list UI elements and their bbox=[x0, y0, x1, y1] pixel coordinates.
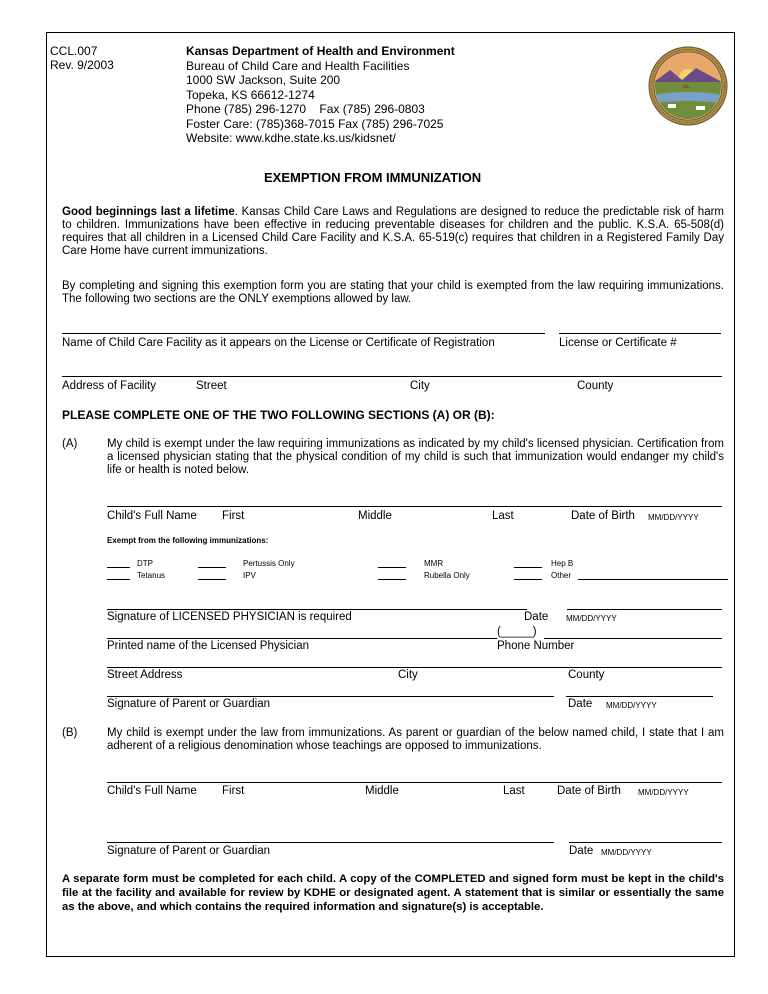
phone-fax: Phone (785) 296-1270 Fax (785) 296-0803 bbox=[186, 102, 425, 116]
license-number-line[interactable] bbox=[559, 333, 721, 334]
a-last-label: Last bbox=[492, 510, 514, 522]
a-child-name-label: Child's Full Name bbox=[107, 510, 197, 522]
b-child-name-label: Child's Full Name bbox=[107, 785, 197, 797]
pertussis-check[interactable] bbox=[198, 567, 226, 568]
other-label: Other bbox=[551, 571, 572, 580]
a-parent-date-label: Date bbox=[568, 698, 593, 710]
ipv-check[interactable] bbox=[198, 579, 226, 580]
a-middle-label: Middle bbox=[358, 510, 392, 522]
dtp-check[interactable] bbox=[107, 567, 130, 568]
form-code: CCL.007 bbox=[50, 44, 98, 58]
a-first-label: First bbox=[222, 510, 245, 522]
address-of-facility-label: Address of Facility bbox=[62, 380, 156, 392]
b-middle-label: Middle bbox=[365, 785, 399, 797]
facility-name-label: Name of Child Care Facility as it appears on the License or Certificate of Registration bbox=[62, 337, 495, 349]
footer-note: A separate form must be completed for each child. A copy of the COMPLETED and signed form must be kept in the child's file at the facility and available for review by KDHE or designated agent. A statement that is similar or essentially the same as the above, and which contains the required information and signature(s) is acceptable. bbox=[62, 873, 724, 913]
address-line-1: 1000 SW Jackson, Suite 200 bbox=[186, 73, 341, 87]
a-city-label: City bbox=[398, 669, 418, 681]
dtp-label: DTP bbox=[137, 559, 153, 568]
printed-name-label: Printed name of the Licensed Physician bbox=[107, 640, 310, 652]
address-line-2: Topeka, KS 66612-1274 bbox=[186, 88, 315, 102]
a-county-label: County bbox=[568, 669, 605, 681]
agency-name: Kansas Department of Health and Environment bbox=[186, 44, 455, 58]
phone-number-line[interactable] bbox=[544, 638, 722, 639]
exempt-heading: Exempt from the following immunizations: bbox=[107, 536, 269, 545]
section-instruction: PLEASE COMPLETE ONE OF THE TWO FOLLOWING SECTIONS (A) OR (B): bbox=[62, 408, 495, 422]
street-label: Street bbox=[196, 380, 227, 392]
physician-address-line[interactable] bbox=[107, 667, 722, 668]
section-b-marker: (B) bbox=[62, 727, 78, 739]
section-a-text: My child is exempt under the law requiring immunizations as indicated by my child's licensed physician. Certification from a licensed physician stating that the physical condition of my child is such that immunization would endanger my child's life or health is noted below. bbox=[107, 438, 724, 476]
facility-name-line[interactable] bbox=[62, 333, 545, 334]
physician-date-line[interactable] bbox=[567, 609, 722, 610]
page-title: EXEMPTION FROM IMMUNIZATION bbox=[264, 170, 482, 185]
county-label: County bbox=[577, 380, 614, 392]
physician-date-label: Date bbox=[524, 611, 549, 623]
intro-body: . Kansas Child Care Laws and Regulations are designed to reduce the predictable risk of harm to children. Immunizations have been effective in reducing preventable diseases for children and the public. K.S.A. 65-508(d) requires that all children in a Licensed Child Care Facility and K.S.A. 65-519(c) requires that children in a Registered Family Day Care Home have current immunizations. bbox=[62, 206, 724, 257]
rubella-check[interactable] bbox=[378, 579, 406, 580]
intro-paragraph bbox=[62, 206, 724, 258]
b-parent-date-line[interactable] bbox=[569, 842, 722, 843]
intro-lead: Good beginnings last a lifetime bbox=[62, 206, 235, 218]
hepb-check[interactable] bbox=[514, 567, 542, 568]
rubella-label: Rubella Only bbox=[424, 571, 470, 580]
a-parent-signature-line[interactable] bbox=[107, 696, 554, 697]
ipv-label: IPV bbox=[243, 571, 256, 580]
a-dob-label: Date of Birth bbox=[571, 510, 635, 522]
street-address-label: Street Address bbox=[107, 669, 183, 681]
physician-printed-name-line[interactable] bbox=[107, 638, 497, 639]
tetanus-label: Tetanus bbox=[137, 571, 166, 580]
physician-signature-line[interactable] bbox=[107, 609, 527, 610]
bureau: Bureau of Child Care and Health Facilities bbox=[186, 59, 410, 73]
section-a-marker: (A) bbox=[62, 438, 78, 450]
intro-paragraph-2: By completing and signing this exemption form you are stating that your child is exempted from the law requiring immunizations. The following two sections are the ONLY exemptions allowed by law. bbox=[62, 280, 724, 305]
facility-address-line[interactable] bbox=[62, 376, 722, 377]
section-b-text: My child is exempt under the law from immunizations. As parent or guardian of the below named child, I state that I am adherent of a religious denomination whose teachings are opposed to immunizations. bbox=[107, 727, 724, 752]
phone-number-label: Phone Number bbox=[497, 640, 575, 652]
other-specify-line[interactable] bbox=[578, 579, 728, 580]
b-dob-label: Date of Birth bbox=[557, 785, 621, 797]
b-dob-format: MM/DD/YYYY bbox=[638, 788, 689, 797]
b-parent-signature-label: Signature of Parent or Guardian bbox=[107, 845, 271, 857]
b-parent-date-label: Date bbox=[569, 845, 594, 857]
mmr-check[interactable] bbox=[378, 567, 406, 568]
mmr-label: MMR bbox=[424, 559, 444, 568]
b-last-label: Last bbox=[503, 785, 525, 797]
physician-date-format: MM/DD/YYYY bbox=[566, 614, 617, 623]
other-check[interactable] bbox=[514, 579, 542, 580]
b-child-name-line[interactable] bbox=[107, 782, 722, 783]
pertussis-label: Pertussis Only bbox=[243, 559, 295, 568]
phone-parens: (_____) bbox=[497, 626, 537, 638]
hepb-label: Hep B bbox=[551, 559, 574, 568]
a-dob-format: MM/DD/YYYY bbox=[648, 513, 699, 522]
license-label: License or Certificate # bbox=[559, 337, 677, 349]
b-parent-signature-line[interactable] bbox=[107, 842, 554, 843]
a-parent-date-line[interactable] bbox=[566, 696, 713, 697]
b-first-label: First bbox=[222, 785, 245, 797]
city-label: City bbox=[410, 380, 430, 392]
a-child-name-line[interactable] bbox=[107, 506, 722, 507]
b-parent-date-format: MM/DD/YYYY bbox=[601, 848, 652, 857]
physician-signature-label: Signature of LICENSED PHYSICIAN is required bbox=[107, 611, 352, 623]
website: Website: www.kdhe.state.ks.us/kidsnet/ bbox=[186, 131, 396, 145]
a-parent-signature-label: Signature of Parent or Guardian bbox=[107, 698, 271, 710]
kansas-state-seal bbox=[648, 44, 728, 128]
foster-care: Foster Care: (785)368-7015 Fax (785) 296-7025 bbox=[186, 117, 444, 131]
tetanus-check[interactable] bbox=[107, 579, 130, 580]
a-parent-date-format: MM/DD/YYYY bbox=[606, 701, 657, 710]
revision: Rev. 9/2003 bbox=[50, 58, 114, 72]
